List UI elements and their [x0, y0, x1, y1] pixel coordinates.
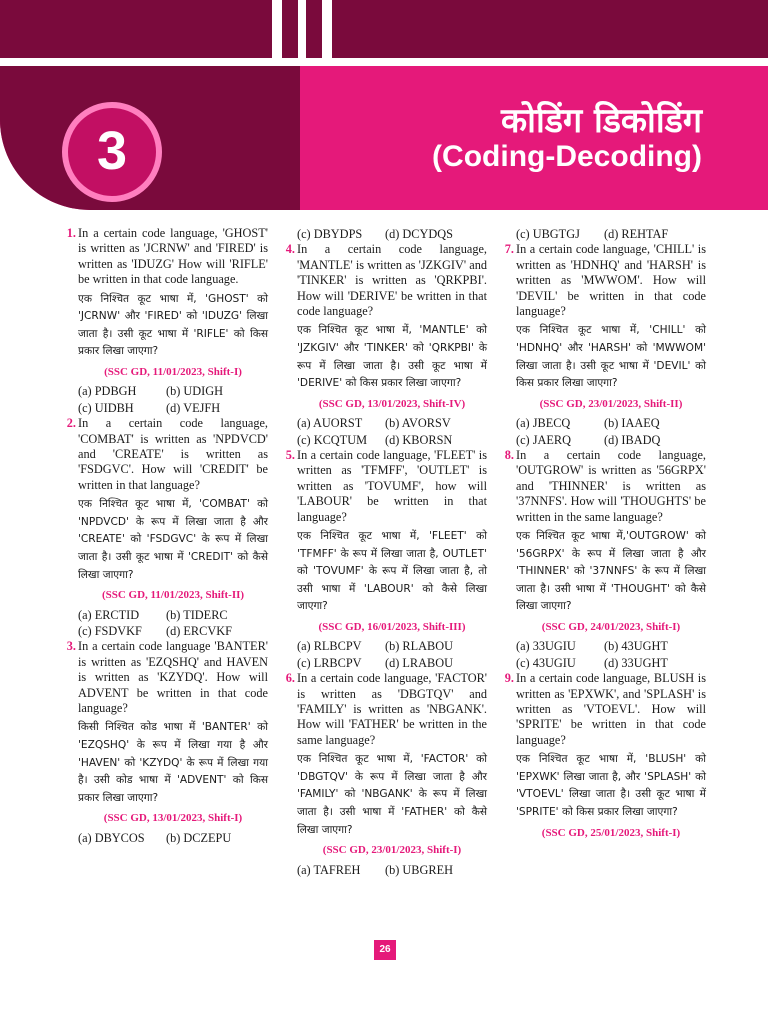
- question-source: (SSC GD, 23/01/2023, Shift-I): [322, 844, 462, 857]
- option-a: (a) RLBCPV: [297, 639, 362, 654]
- option-d: (d) REHTAF: [604, 227, 669, 241]
- option-b: (b) AVORSV: [385, 416, 451, 431]
- option-d: (d) KBORSN: [385, 432, 453, 447]
- question-text-hindi: एक निश्चित कूट भाषा में, 'FACTOR' को 'DBGTQV' के रूप में लिखा जाता है और 'FAMILY' को 'NBGANK' के रूप में लिखा जाता है। उसी भाषा में 'FATHER' को कैसे लिखा जाएगा?: [297, 753, 487, 836]
- question-number: 7.: [504, 242, 514, 257]
- option-c: (c) KCQTUM: [297, 432, 368, 447]
- option-d: (d) ERCVKF: [166, 624, 232, 639]
- question-text: In a certain code language, 'COMBAT' is written as 'NPDVCD' and 'CREATE' is written as 'FSDGVC'. How will 'CREDIT' be written in that language?: [78, 416, 268, 492]
- option-b: (b) UDIGH: [166, 384, 224, 399]
- question-4: [285, 242, 487, 448]
- question-text-hindi: एक निश्चित कूट भाषा में, 'MANTLE' को 'JZKGIV' और 'TINKER' को 'QRKPBI' के रूप में लिखा जाता है। उसी कूट भाषा में 'DERIVE' को किस प्रकार लिखा जाएगा?: [297, 324, 487, 390]
- options: [297, 638, 487, 671]
- question-number: 8.: [504, 448, 514, 463]
- options-continued: [297, 226, 487, 242]
- question-text-hindi: एक निश्चित कूट भाषा में,'OUTGROW' को '56GRPX' के रूप में लिखा जाता है और 'THINNER' को '37NNFS' के रूप में लिखा जाता है। उसी भाषा में 'THOUGHT' को कैसे लिखा जाएगा?: [516, 530, 706, 613]
- question-number: 3.: [66, 639, 76, 654]
- question-5: [285, 448, 487, 671]
- question-text-hindi: किसी निश्चित कोड भाषा में 'BANTER' को 'EZQSHQ' के रूप में लिखा गया है और 'HAVEN' को 'KZYDQ' के रूप में लिखा गया है। उसी कोड भाषा में 'ADVENT' को किस प्रकार लिखा जाएगा?: [78, 721, 268, 804]
- column-3: [504, 226, 706, 844]
- chapter-title-english: (Coding-Decoding): [432, 140, 702, 173]
- option-a: (a) JBECQ: [516, 416, 571, 431]
- option-d: (d) LRABOU: [385, 655, 453, 670]
- options: [516, 415, 706, 448]
- option-c: (c) 43UGIU: [516, 655, 576, 670]
- option-b: (b) DCZEPU: [166, 830, 232, 845]
- option-b: (b) RLABOU: [385, 639, 453, 654]
- option-c: (c) DBYDPS: [297, 227, 363, 241]
- options: [516, 638, 706, 671]
- chapter-title-hindi: कोडिंग डिकोडिंग: [501, 101, 702, 141]
- column-2: [285, 226, 487, 878]
- question-number: 4.: [285, 242, 295, 257]
- option-a: (a) 33UGIU: [516, 639, 576, 654]
- question-number: 1.: [66, 226, 76, 240]
- question-text-hindi: एक निश्चित कूट भाषा में, 'GHOST' को 'JCRNW' और 'FIRED' को 'IDUZG' लिखा जाता है। उसी कूट भाषा में 'RIFLE' को किस प्रकार लिखा जाएगा?: [78, 292, 268, 358]
- option-a: (a) TAFREH: [297, 862, 361, 877]
- option-c: (c) FSDVKF: [78, 624, 142, 639]
- question-source: (SSC GD, 23/01/2023, Shift-II): [539, 397, 683, 410]
- options: [78, 830, 268, 846]
- question-1: [66, 226, 268, 416]
- option-d: (d) VEJFH: [166, 400, 221, 415]
- option-c: (c) LRBCPV: [297, 655, 362, 670]
- question-source: (SSC GD, 13/01/2023, Shift-IV): [318, 397, 466, 410]
- question-3: [66, 639, 268, 846]
- chapter-number: 3: [96, 121, 128, 181]
- option-b: (b) UBGREH: [385, 862, 453, 877]
- question-text-hindi: एक निश्चित कूट भाषा में, 'COMBAT' को 'NPDVCD' के रूप में लिखा जाता है और 'CREATE' को 'FSDGVC' के रूप में लिखा जाता है। उसी कूट भाषा में 'CREDIT' को कैसे लिखा जाएगा?: [78, 498, 268, 581]
- question-2: [66, 416, 268, 639]
- question-text: In a certain code language 'BANTER' is written as 'EZQSHQ' and HAVEN is written as 'KZYDQ'. How will ADVENT be written in that code language?: [78, 639, 268, 716]
- question-number: 2.: [66, 416, 76, 431]
- options-continued: [516, 226, 706, 242]
- question-text: In a certain code language, 'MANTLE' is written as 'JZKGIV' and 'TINKER' is written as 'QRKPBI'. How will 'DERIVE' be written in that code language?: [297, 242, 487, 319]
- question-number: 6.: [285, 671, 295, 686]
- question-source: (SSC GD, 11/01/2023, Shift-II): [101, 589, 245, 602]
- option-b: (b) IAAEQ: [604, 416, 660, 431]
- option-a: (a) ERCTID: [78, 607, 140, 622]
- header-stripe: [306, 0, 322, 58]
- option-c: (c) UIDBH: [78, 400, 134, 415]
- question-text: In a certain code language, 'GHOST' is written as 'JCRNW' and 'FIRED' is written as 'IDUZG' How will 'RIFLE' be written in that code language.: [78, 226, 268, 287]
- header-stripe: [282, 0, 298, 58]
- option-b: (b) TIDERC: [166, 607, 228, 622]
- page-number: 26: [374, 940, 396, 960]
- option-d: (d) 33UGHT: [604, 655, 668, 670]
- option-b: (b) 43UGHT: [604, 639, 668, 654]
- question-text-hindi: एक निश्चित कूट भाषा में, 'FLEET' को 'TFMFF' के रूप में लिखा जाता है, OUTLET' को 'TOVUMF' के रूप में लिखा जाता है, तो उसी भाषा में 'LABOUR' को कैसे लिखा जाएगा?: [297, 530, 487, 613]
- question-source: (SSC GD, 16/01/2023, Shift-III): [318, 621, 466, 634]
- question-text-hindi: एक निश्चित कूट भाषा में, 'BLUSH' को 'EPXWK' लिखा जाता है, और 'SPLASH' को 'VTOEVL' लिखा जाता है। उसी कूट भाषा में 'SPRITE' को किस प्रकार लिखा जाएगा?: [516, 753, 706, 819]
- option-d: (d) DCYDQS: [385, 227, 453, 241]
- options: [297, 415, 487, 448]
- question-6: [285, 671, 487, 878]
- option-a: (a) PDBGH: [78, 384, 137, 399]
- option-c: (c) UBGTGJ: [516, 227, 580, 241]
- chapter-header: [0, 0, 768, 210]
- question-source: (SSC GD, 11/01/2023, Shift-I): [104, 366, 242, 378]
- question-7: [504, 242, 706, 448]
- question-number: 9.: [504, 671, 514, 686]
- header-stripe: [332, 0, 768, 58]
- header-stripe: [0, 0, 272, 58]
- question-text: In a certain code language, 'FACTOR' is written as 'DBGTQV' and 'FAMILY' is written as 'NBGANK'. How will 'FATHER' be written in the same language?: [297, 671, 487, 747]
- option-d: (d) IBADQ: [604, 432, 661, 447]
- options: [78, 383, 268, 416]
- question-text: In a certain code language, 'CHILL' is written as 'HDNHQ' and 'HARSH' is written as 'MWWOM'. How will 'DEVIL' be written in that code language?: [516, 242, 706, 319]
- question-source: (SSC GD, 13/01/2023, Shift-I): [103, 812, 243, 825]
- options: [297, 862, 487, 878]
- option-a: (a) DBYCOS: [78, 830, 145, 845]
- question-source: (SSC GD, 24/01/2023, Shift-I): [541, 621, 681, 634]
- question-8: [504, 448, 706, 671]
- option-c: (c) JAERQ: [516, 432, 571, 447]
- question-text: In a certain code language, BLUSH is written as 'EPXWK', and 'SPLASH' is written as 'VTOEVL'. How will 'SPRITE' be written in that code language?: [516, 671, 706, 747]
- question-text-hindi: एक निश्चित कूट भाषा में, 'CHILL' को 'HDNHQ' और 'HARSH' को 'MWWOM' लिखा जाता है। उसी कूट भाषा में 'DEVIL' को किस प्रकार लिखा जाएगा?: [516, 324, 706, 390]
- column-1: [66, 226, 268, 846]
- option-a: (a) AUORST: [297, 416, 363, 431]
- question-source: (SSC GD, 25/01/2023, Shift-I): [541, 826, 681, 839]
- question-text: In a certain code language, 'OUTGROW' is written as '56GRPX' and 'THINNER' is written as '37NNFS'. How will 'THOUGHTS' be written in the same language?: [516, 448, 706, 524]
- question-number: 5.: [285, 448, 295, 463]
- options: [78, 607, 268, 640]
- question-9: [504, 671, 706, 841]
- question-text: In a certain code language, 'FLEET' is written as 'TFMFF', 'OUTLET' is written as 'TOVUMF', how will 'LABOUR' be written in that language?: [297, 448, 487, 524]
